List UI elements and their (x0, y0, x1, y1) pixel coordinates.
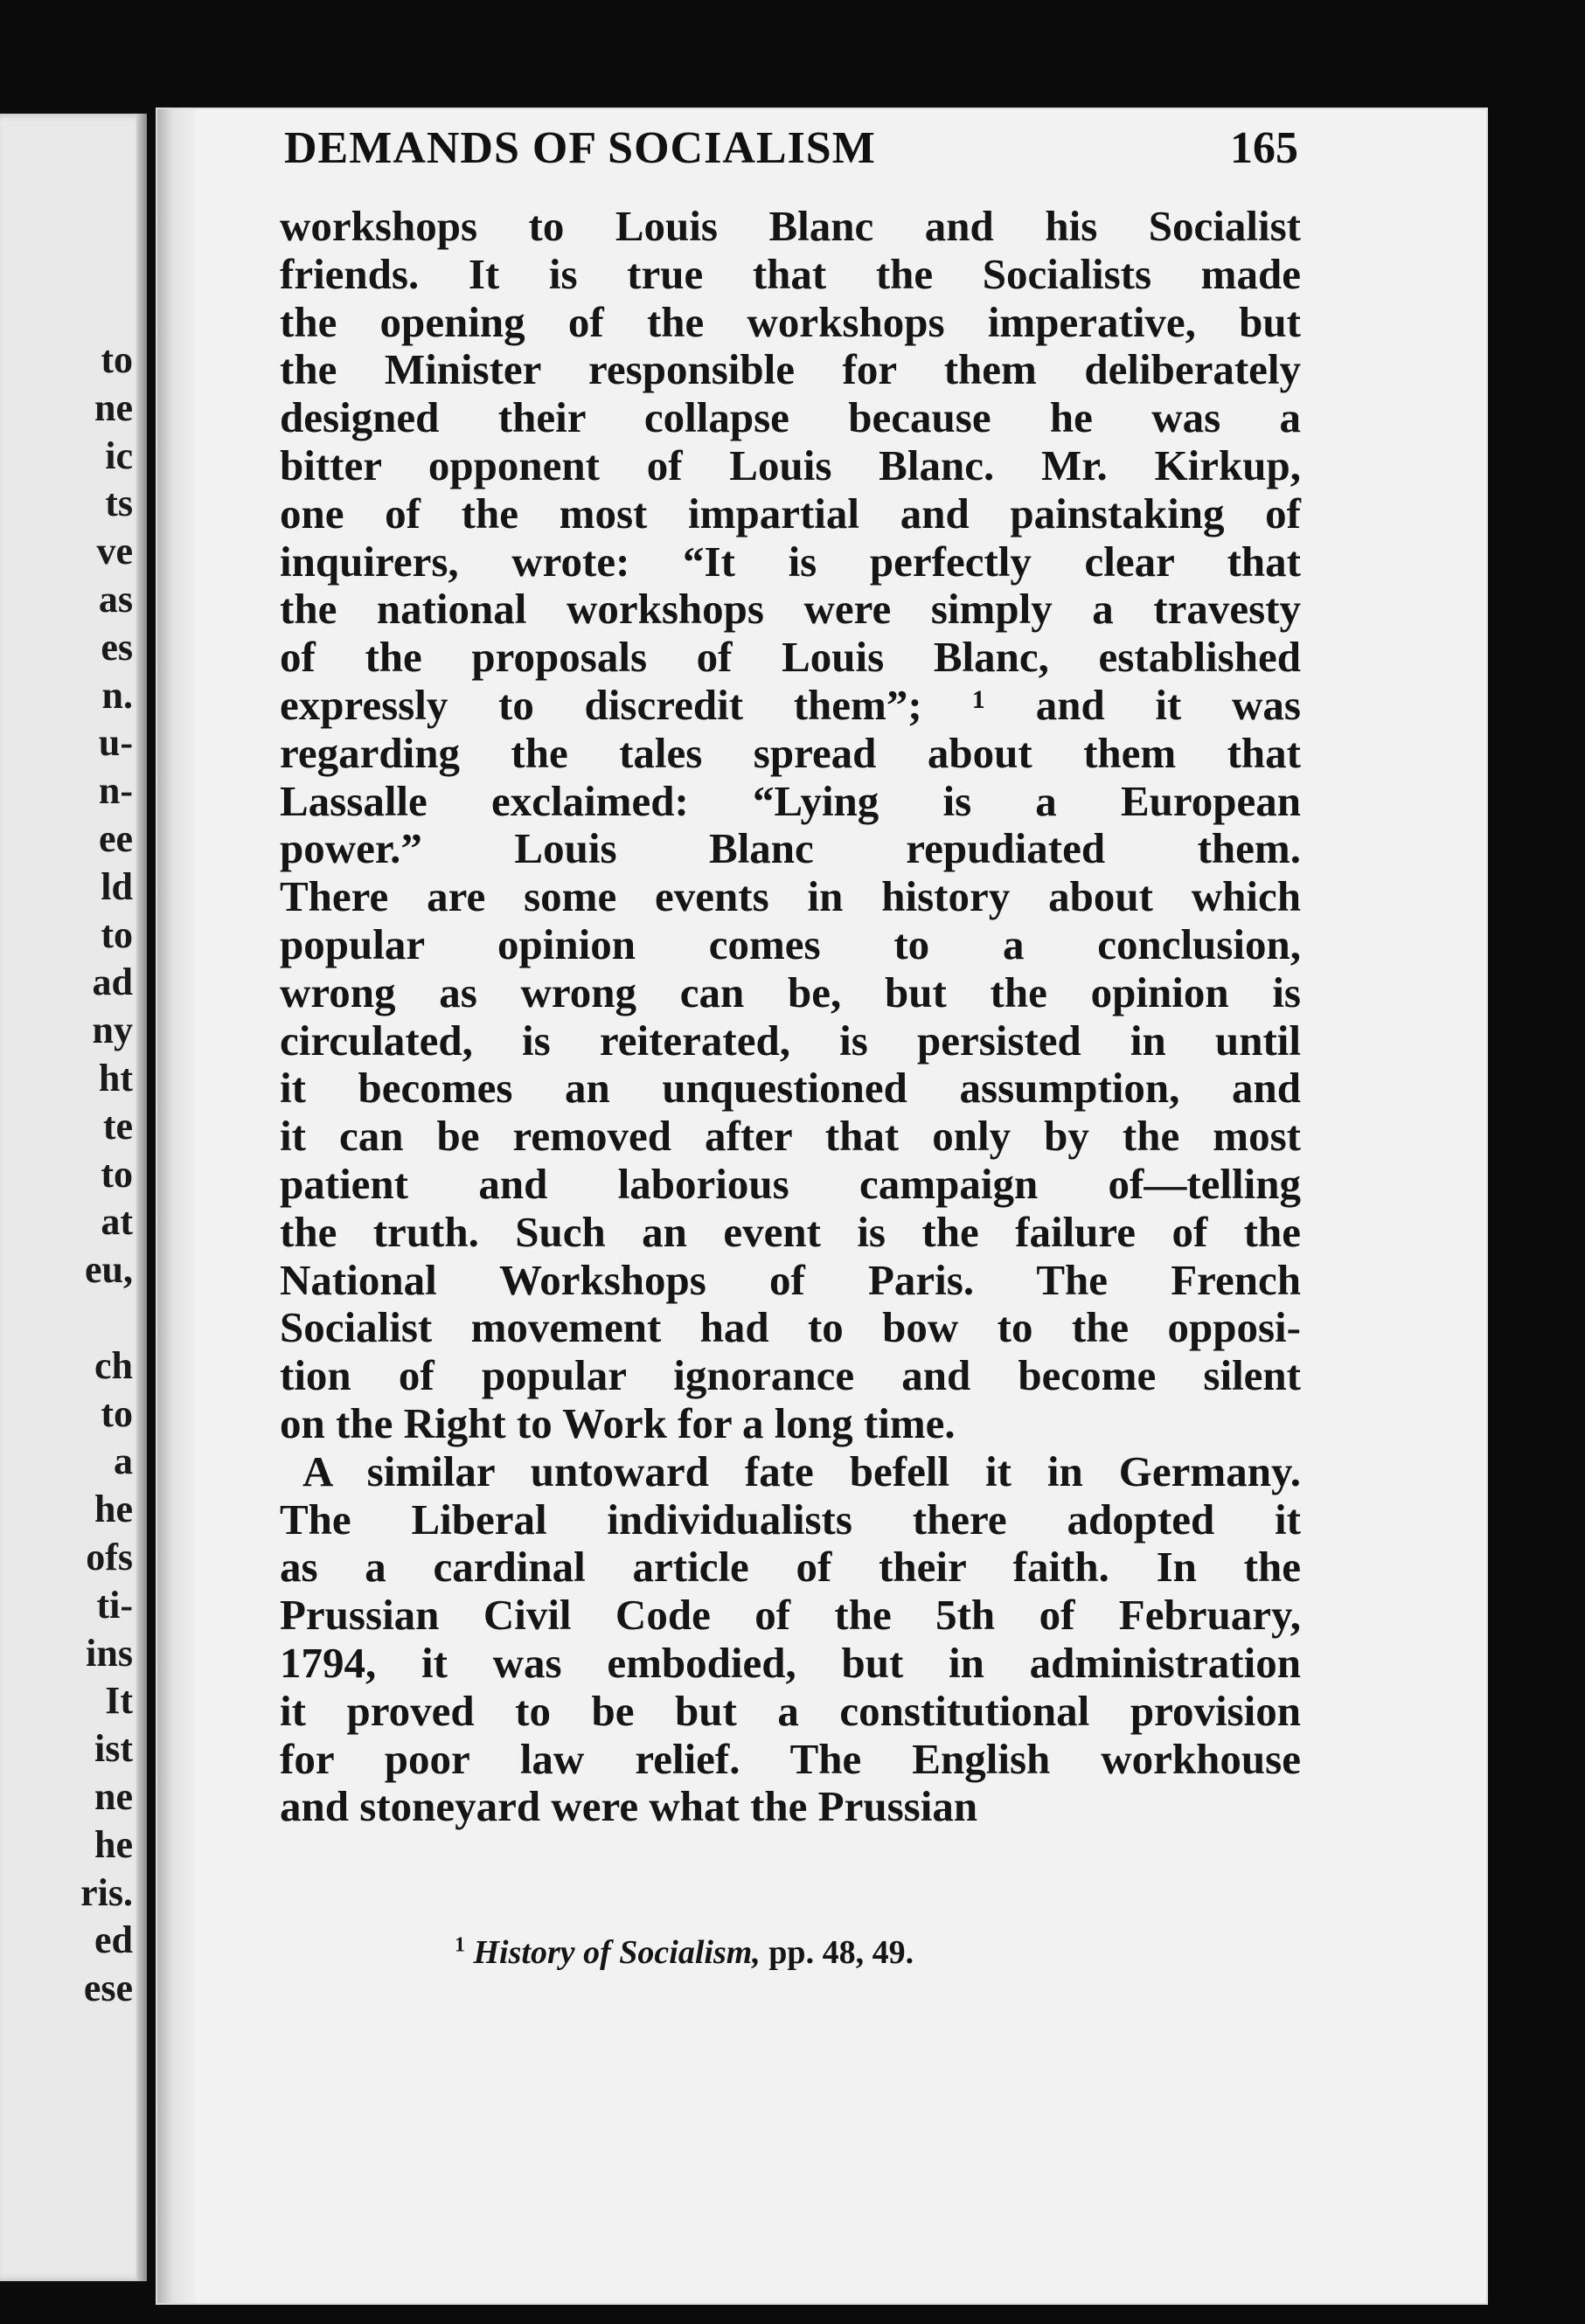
text-line: workshops to Louis Blanc and his Socialist (280, 202, 1301, 250)
facing-page-fragment: te (102, 1104, 133, 1148)
facing-page-fragment (80, 1294, 133, 1342)
text-line: expressly to discredit them”; ¹ and it was (280, 680, 1301, 729)
text-line: patient and laborious campaign of—telling (280, 1159, 1301, 1208)
facing-page-fragment: es (101, 625, 133, 669)
facing-page-fragment: ld (101, 864, 133, 908)
facing-page-fragment: at (101, 1200, 133, 1244)
facing-page-fragment: ve (96, 530, 133, 573)
text-line: bitter opponent of Louis Blanc. Mr. Kirkup, (280, 441, 1301, 489)
facing-page-fragment: a (114, 1439, 133, 1483)
facing-page-fragment: he (94, 1488, 133, 1531)
facing-page-fragment: he (94, 1822, 133, 1866)
facing-page-fragment: ese (83, 1967, 133, 2010)
facing-page-fragment: to (101, 1152, 133, 1196)
facing-page (0, 114, 147, 2281)
text-line: the opening of the workshops imperative, but (280, 297, 1301, 346)
text-line: The Liberal individualists there adopted it (280, 1495, 1301, 1544)
text-line: and stoneyard were what the Prussian (280, 1782, 978, 1831)
facing-page-fragment: ne (94, 385, 133, 429)
text-line: Socialist movement had to bow to the opposi- (280, 1303, 1301, 1352)
text-line: 1794, it was embodied, but in administration (280, 1638, 1301, 1687)
facing-page-fragment: ne (94, 1774, 133, 1818)
facing-page-fragment: ofs (86, 1535, 133, 1578)
text-line: tion of popular ignorance and become silent (280, 1351, 1301, 1400)
footnote-marker: 1 (455, 1933, 465, 1957)
facing-page-fragment: eu, (85, 1248, 133, 1292)
text-line: National Workshops of Paris. The French (280, 1255, 1301, 1304)
facing-page-fragment: ad (92, 961, 133, 1004)
footnote (455, 1933, 914, 1972)
text-line: of the proposals of Louis Blanc, established (280, 633, 1301, 682)
facing-page-fragment: as (98, 577, 133, 621)
text-line: it can be removed after that only by the most (280, 1112, 1301, 1161)
text-line: the national workshops were simply a travesty (280, 585, 1301, 634)
text-line: Lassalle exclaimed: “Lying is a European (280, 776, 1301, 825)
footnote-pages: pp. 48, 49. (768, 1934, 914, 1971)
text-line: it becomes an unquestioned assumption, and (280, 1064, 1301, 1113)
facing-page-fragment: ist (94, 1727, 133, 1771)
facing-page-fragment: ins (86, 1631, 133, 1675)
text-line: circulated, is reiterated, is persisted in until (280, 1016, 1301, 1065)
facing-page-fragment: ch (94, 1343, 133, 1387)
page-header (284, 122, 1298, 184)
facing-page-fragment: ed (94, 1918, 133, 1962)
text-line: on the Right to Work for a long time. (280, 1398, 956, 1447)
text-line: for poor law relief. The English workhouse (280, 1734, 1301, 1783)
facing-page-fragment: u- (98, 721, 133, 765)
facing-page-fragment: ris. (80, 1870, 133, 1914)
running-head: DEMANDS OF SOCIALISM (284, 123, 876, 173)
facing-page-fragment: ts (105, 482, 133, 525)
facing-page-fragment: ny (92, 1009, 133, 1052)
text-line: Prussian Civil Code of the 5th of February, (280, 1591, 1301, 1640)
facing-page-fragment: to (101, 1391, 133, 1435)
text-line: as a cardinal article of their faith. In the (280, 1543, 1301, 1592)
facing-page-fragment: n. (101, 673, 133, 717)
body-text (280, 203, 1301, 1831)
text-line: regarding the tales spread about them that (280, 728, 1301, 777)
text-line: friends. It is true that the Socialists made (280, 249, 1301, 298)
text-line: wrong as wrong can be, but the opinion is (280, 968, 1301, 1016)
text-line: designed their collapse because he was a (280, 393, 1301, 442)
text-line: A similar untoward fate befell it in Germany. (302, 1446, 1301, 1495)
text-line: the Minister responsible for them deliberately (280, 345, 1301, 394)
text-line: inquirers, wrote: “It is perfectly clear that (280, 537, 1301, 586)
facing-page-fragment: ht (98, 1056, 133, 1100)
facing-page-fragment: ti- (96, 1583, 133, 1627)
facing-page-fragment: ee (98, 816, 133, 860)
text-line: popular opinion comes to a conclusion, (280, 919, 1301, 968)
facing-page-fragment: It (105, 1679, 133, 1723)
text-line: power.” Louis Blanc repudiated them. (280, 824, 1301, 873)
facing-page-edge (136, 114, 147, 2281)
facing-page-fragment: ic (105, 434, 133, 477)
text-line: one of the most impartial and painstaking of (280, 489, 1301, 538)
facing-page-fragment: to (101, 338, 133, 381)
text-line: the truth. Such an event is the failure of the (280, 1207, 1301, 1256)
text-line: it proved to be but a constitutional provision (280, 1686, 1301, 1735)
facing-page-text (80, 336, 133, 2013)
page-gutter (157, 109, 196, 2303)
page-number: 165 (1230, 123, 1298, 173)
facing-page-fragment: to (101, 912, 133, 956)
text-line: There are some events in history about which (280, 872, 1301, 921)
footnote-title: History of Socialism, (473, 1934, 761, 1971)
facing-page-fragment: n- (98, 769, 133, 813)
